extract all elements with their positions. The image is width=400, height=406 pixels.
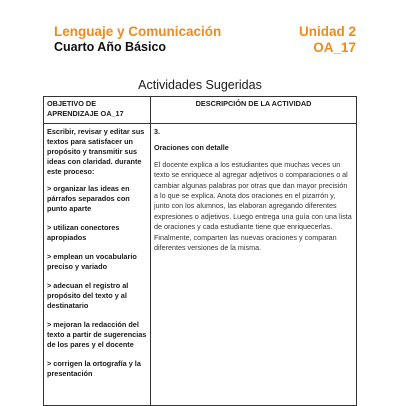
oa-code: OA_17	[313, 40, 356, 55]
grade-title: Cuarto Año Básico	[54, 40, 167, 54]
activity-number: 3.	[154, 127, 160, 136]
unit-label: Unidad 2	[298, 24, 356, 39]
subject-title: Lenguaje y Comunicación	[54, 24, 222, 39]
activity-title: Oraciones con detalle	[154, 143, 229, 153]
objective-item: > emplean un vocabulario preciso y variado	[47, 252, 137, 271]
activity-cell	[154, 127, 352, 253]
objective-item: > adecuan el registro al propósito del texto y al destinatario	[47, 281, 129, 310]
page-header	[54, 24, 356, 58]
column-divider	[150, 97, 151, 405]
objective-item: > organizar las ideas en párrafos separados con punto aparte	[47, 184, 130, 213]
activity-description: El docente explica a los estudiantes que muchas veces un texto se enriquece al agregar adjetivos o comparaciones o al cambiar algunas palabras por otras que dan mayor precisión a lo que se explica. Anota dos oraciones en el pizarrón y, junto con los alumnos, las elaboran agregando diferentes expresiones o adjetivos. Luego entrega una guía con una lista de oraciones y cada estudiante tiene que enriquecerlas. Finalmente, comparten las nuevas oraciones y comparan diferentes versiones de la misma.	[154, 159, 352, 253]
activity-table	[43, 96, 357, 406]
activity-column-header: DESCRIPCIÓN DE LA ACTIVIDAD	[195, 99, 312, 108]
objective-item: > utilizan conectores apropiados	[47, 223, 120, 242]
objective-column-header: OBJETIVO DE APRENDIZAJE OA_17	[47, 99, 124, 118]
objective-item: > corrigen la ortografía y la presentación	[47, 359, 141, 378]
objective-cell	[47, 127, 149, 388]
objective-intro: Escribir, revisar y editar sus textos para satisfacer un propósito y transmitir sus ideas con claridad. durante este proceso:	[47, 127, 145, 176]
header-divider	[44, 123, 356, 124]
section-title: Actividades Sugeridas	[138, 78, 262, 92]
objective-item: > mejoran la redacción del texto a partir de sugerencias de los pares y el docente	[47, 320, 147, 349]
